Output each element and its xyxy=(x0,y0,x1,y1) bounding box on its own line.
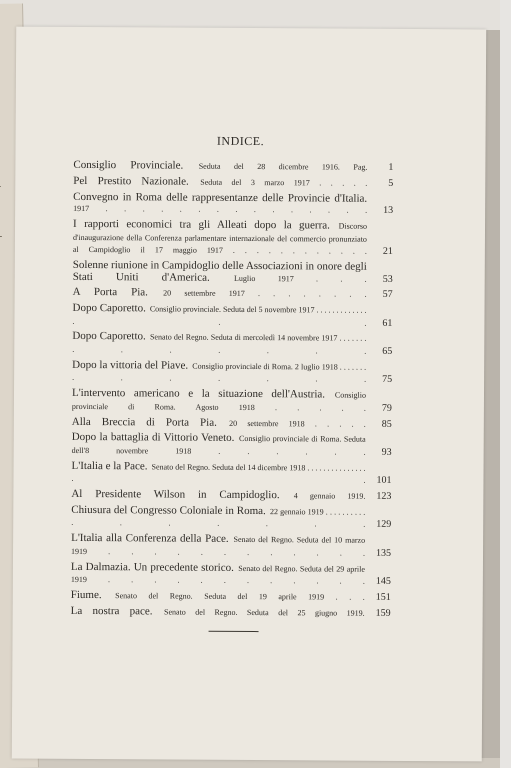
entry-title: Al Presidente Wilson in Campidoglio. xyxy=(71,488,280,502)
entry-text xyxy=(71,504,365,531)
entry-text xyxy=(72,431,366,458)
entry-detail: 22 gennaio 1919 . . . . . . . . . . . . . . . . . xyxy=(71,507,366,530)
entry-text xyxy=(71,460,365,487)
entry-detail: 4 gennaio 1919. xyxy=(293,491,366,501)
entry-title: Solenne riunione in Campidoglio delle Associazioni in onore degli Stati Uniti d'America. xyxy=(72,258,367,284)
entry-title: I rapporti economici tra gli Alleati dopo la guerra. xyxy=(72,217,330,232)
index-entry xyxy=(71,561,391,588)
entry-title: Dopo la vittoria del Piave. xyxy=(72,358,189,372)
entry-title: Dopo Caporetto. xyxy=(72,330,146,343)
index-entry xyxy=(73,286,393,301)
entry-text xyxy=(73,259,367,285)
entry-page-number: 85 xyxy=(381,418,392,430)
index-entry xyxy=(72,387,392,414)
entry-detail: Seduta del 3 marzo 1917 . . . . . xyxy=(200,177,368,188)
entry-page-number: 65 xyxy=(382,345,393,357)
index-entry xyxy=(72,330,392,357)
entry-page-number: 123 xyxy=(376,490,392,502)
index-entry xyxy=(73,175,393,190)
index-entry xyxy=(71,488,391,503)
entry-detail: Consiglio provinciale. Seduta del 5 novembre 1917 . . . . . . . . . . . . . . . . xyxy=(72,304,367,328)
index-entry xyxy=(71,504,391,531)
entry-page-number: 101 xyxy=(376,475,392,487)
entry-page-number: 57 xyxy=(382,289,393,301)
entry-text xyxy=(72,359,366,386)
entry-title: Dopo la battaglia di Vittorio Veneto. xyxy=(71,431,235,445)
entry-detail: 1917 . . . . . . . . . . . . . . . xyxy=(73,204,368,215)
index-entry xyxy=(71,605,391,620)
entry-text xyxy=(71,561,365,588)
index-content xyxy=(71,129,394,633)
index-entry xyxy=(73,218,393,258)
entry-text xyxy=(71,605,365,619)
entry-title: La nostra pace. xyxy=(70,604,153,618)
index-entry xyxy=(72,359,392,386)
entry-detail: 20 settembre 1918 . . . . . xyxy=(229,418,366,429)
index-list xyxy=(71,159,394,619)
left-page-mark xyxy=(0,236,2,237)
entry-page-number: 53 xyxy=(382,273,393,285)
index-entry xyxy=(73,159,393,174)
entry-detail: Seduta del 28 dicembre 1916. Pag. xyxy=(198,161,368,172)
entry-page-number: 13 xyxy=(383,204,394,217)
entry-page-number: 61 xyxy=(382,317,393,329)
backdrop xyxy=(0,0,511,30)
entry-title: Alla Breccia di Porta Pia. xyxy=(71,415,217,429)
entry-page-number: 151 xyxy=(375,591,391,603)
index-entry xyxy=(72,415,392,430)
entry-text xyxy=(73,190,367,216)
entry-page-number: 21 xyxy=(382,245,393,258)
entry-text xyxy=(72,387,366,414)
entry-title: Consiglio Provinciale. xyxy=(73,158,184,172)
page-title: INDICE. xyxy=(216,133,265,149)
entry-detail: Senato del Regno. Seduta del 19 aprile 1919 . . . xyxy=(115,591,365,602)
entry-page-number: 1 xyxy=(388,161,394,173)
entry-page-number: 145 xyxy=(375,575,391,588)
index-entry xyxy=(71,532,391,559)
index-entry xyxy=(71,589,391,604)
entry-detail: Consiglio provinciale di Roma. Agosto 1918 . . . . . xyxy=(71,390,367,413)
index-page xyxy=(12,27,486,762)
entry-text xyxy=(73,286,367,300)
entry-text xyxy=(71,532,365,559)
entry-text xyxy=(72,302,366,329)
entry-title: Chiusura del Congresso Coloniale in Roma. xyxy=(71,503,266,517)
entry-text xyxy=(73,159,367,173)
entry-detail: Senato del Regno. Seduta del 29 aprile 1919 . . . . . . . . . . . . xyxy=(70,563,365,586)
entry-detail: Senato del Regno. Seduta di mercoledì 14 novembre 1917 . . . . . . . . . . . . . . xyxy=(72,332,367,356)
entry-title: Convegno in Roma delle rappresentanze delle Provincie d'Italia. xyxy=(73,190,368,205)
entry-detail: Discorso d'inaugurazione della Conferenza parlamentare internazionale del commercio pronunziato al Campidoglio il 17 maggio 1917 . . . . . . . . . . . . xyxy=(72,221,368,256)
entry-detail: Luglio 1917 . . . xyxy=(234,273,367,284)
entry-detail: 20 settembre 1917 . . . . . . . . xyxy=(163,288,367,299)
entry-text xyxy=(72,330,366,357)
index-entry xyxy=(73,190,393,216)
entry-detail: Consiglio provinciale di Roma. Seduta dell'8 novembre 1918 . . . . . . xyxy=(71,434,366,457)
index-entry xyxy=(73,259,393,285)
backdrop-right xyxy=(500,0,511,768)
index-entry xyxy=(72,431,392,458)
entry-title: Dopo Caporetto. xyxy=(72,301,146,315)
entry-page-number: 159 xyxy=(375,607,391,619)
entry-text xyxy=(71,488,365,502)
entry-detail: Senato del Regno. Seduta del 14 dicembre 1918 . . . . . . . . . . . . . . . . . xyxy=(71,462,366,486)
entry-page-number: 129 xyxy=(376,519,392,531)
entry-title: A Porta Pia. xyxy=(72,286,148,299)
entry-text xyxy=(71,589,365,603)
entry-page-number: 93 xyxy=(381,446,392,458)
entry-page-number: 5 xyxy=(388,177,394,189)
entry-text xyxy=(73,175,367,189)
entry-detail: Consiglio provinciale di Roma. 2 luglio 1918 . . . . . . . . . . . . . . xyxy=(72,361,367,385)
entry-title: Pel Prestito Nazionale. xyxy=(73,174,189,188)
entry-title: L'Italia e la Pace. xyxy=(71,459,148,473)
entry-page-number: 135 xyxy=(375,547,392,559)
entry-page-number: 75 xyxy=(382,374,393,386)
entry-title: La Dalmazia. Un precedente storico. xyxy=(70,560,234,574)
entry-text xyxy=(72,415,366,429)
entry-title: L'Italia alla Conferenza della Pace. xyxy=(71,532,229,546)
closing-rule xyxy=(209,631,259,632)
index-entry xyxy=(72,302,392,329)
entry-detail: Senato del Regno. Seduta del 25 giugno 1919. xyxy=(164,607,365,618)
entry-detail: Senato del Regno. Seduta del 10 marzo 1919 . . . . . . . . . . . . xyxy=(71,535,366,558)
entry-title: Fiume. xyxy=(70,588,102,602)
left-page-mark xyxy=(0,186,1,187)
entry-text xyxy=(73,218,367,258)
entry-page-number: 79 xyxy=(381,402,392,414)
index-entry xyxy=(71,460,391,487)
entry-title: L'intervento americano e la situazione dell'Austria. xyxy=(71,387,326,401)
